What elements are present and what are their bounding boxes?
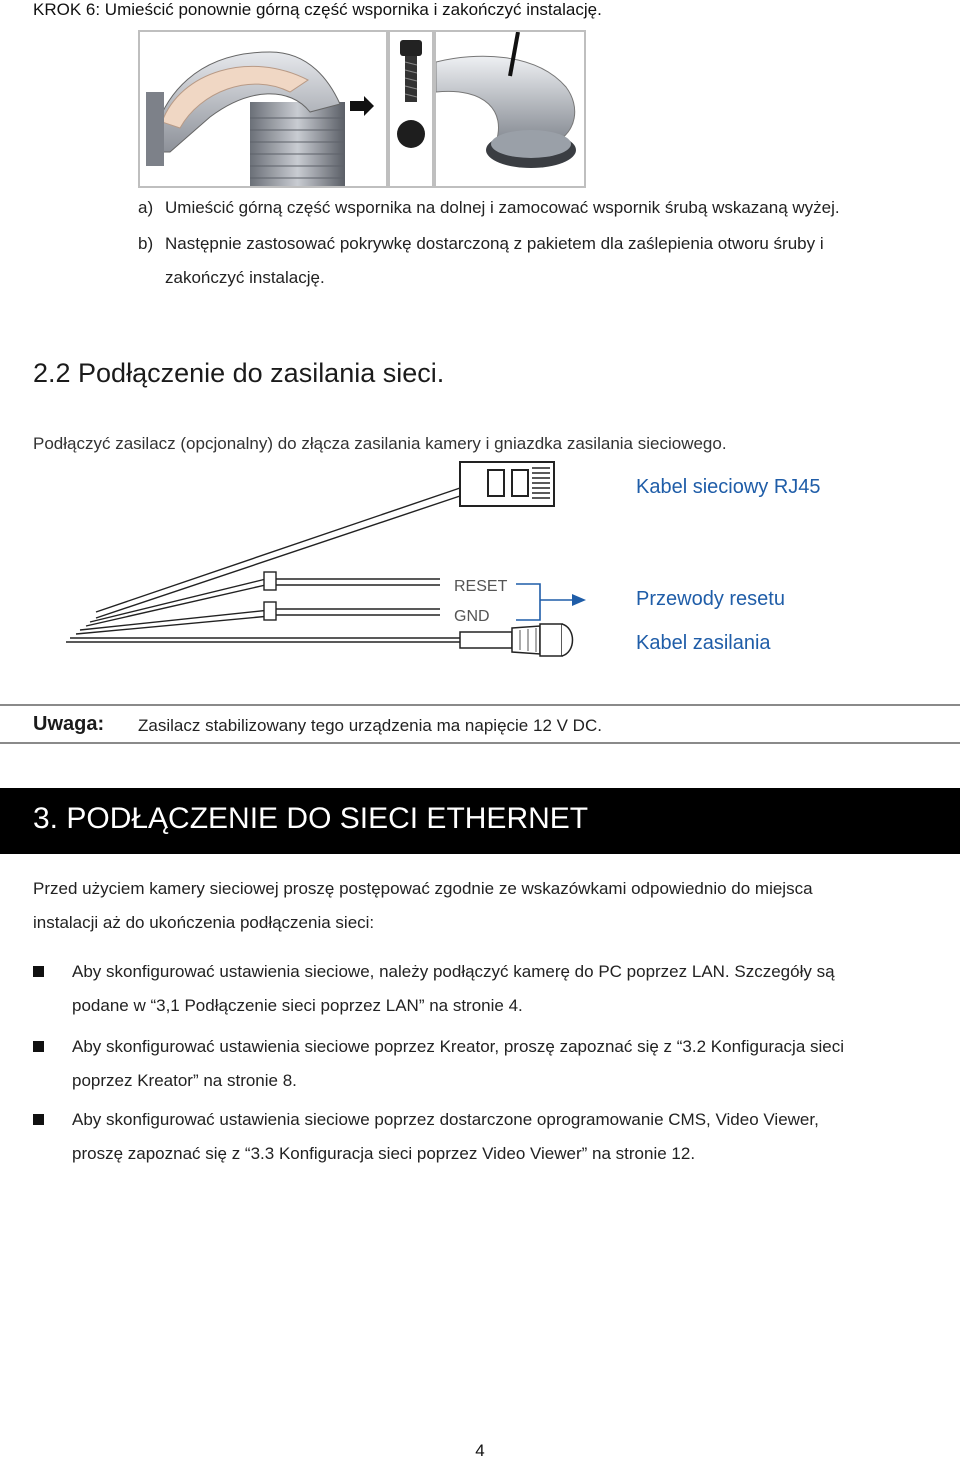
step-list-item-a bbox=[138, 198, 153, 218]
section-intro-line-2: instalacji aż do ukończenia podłączenia sieci: bbox=[33, 913, 375, 932]
bullet-3-line-2: proszę zapoznać się z “3.3 Konfiguracja sieci poprzez Video Viewer” na stronie 12. bbox=[72, 1144, 696, 1163]
bullet-icon bbox=[33, 966, 44, 977]
bullet-2-line-1: Aby skonfigurować ustawienia sieciowe poprzez Kreator, proszę zapoznać się z “3.2 Konfiguracja sieci bbox=[72, 1037, 845, 1056]
step-list-text-b-cont: zakończyć instalację. bbox=[165, 268, 325, 287]
reset-wires-label: Przewody resetu bbox=[636, 588, 785, 610]
wires bbox=[66, 488, 460, 642]
bracket-arrow-icon bbox=[516, 584, 578, 620]
screw-and-cap-illustration bbox=[390, 32, 432, 186]
step-list-text-a: Umieścić górną część wspornika na dolnej i zamocować wspornik śrubą wskazaną wyżej. bbox=[165, 198, 840, 217]
section-heading-2-2: 2.2 Podłączenie do zasilania sieci. bbox=[33, 358, 445, 388]
step-list-text-b: Następnie zastosować pokrywkę dostarczoną z pakietem dla zaślepienia otworu śruby i bbox=[165, 234, 824, 253]
rj45-plug-icon bbox=[460, 462, 554, 506]
bullet-1-line-2: podane w “3,1 Podłączenie sieci poprzez LAN” na stronie 4. bbox=[72, 996, 523, 1015]
bullet-2-line-2: poprzez Kreator” na stronie 8. bbox=[72, 1071, 297, 1090]
rj45-label: Kabel sieciowy RJ45 bbox=[636, 476, 821, 498]
note-text: Zasilacz stabilizowany tego urządzenia ma napięcie 12 V DC. bbox=[138, 716, 602, 735]
arrow-icon bbox=[350, 96, 376, 116]
list-marker: b) bbox=[138, 234, 154, 253]
note-top-rule bbox=[0, 704, 960, 706]
section-intro-line-1: Przed użyciem kamery sieciowej proszę postępować zgodnie ze wskazówkami odpowiednio do miejsca bbox=[33, 879, 813, 898]
bullet-icon bbox=[33, 1041, 44, 1052]
step-list-item-b bbox=[138, 234, 153, 254]
step-title: KROK 6: Umieścić ponownie górną część wspornika i zakończyć instalację. bbox=[33, 0, 602, 19]
bullet-3-line-1: Aby skonfigurować ustawienia sieciowe poprzez dostarczone oprogramowanie CMS, Video Viewer, bbox=[72, 1110, 819, 1129]
list-marker: a) bbox=[138, 198, 154, 217]
photo-screw-cap bbox=[388, 30, 434, 188]
section-heading-3: 3. PODŁĄCZENIE DO SIECI ETHERNET bbox=[33, 802, 589, 835]
gnd-tag: GND bbox=[454, 608, 490, 625]
power-cable-label: Kabel zasilania bbox=[636, 632, 771, 654]
dc-jack-icon bbox=[460, 624, 573, 656]
bullet-1-line-1: Aby skonfigurować ustawienia sieciowe, należy podłączyć kamerę do PC poprzez LAN. Szczegóły są bbox=[72, 962, 835, 981]
reset-tag: RESET bbox=[454, 578, 508, 595]
page-number: 4 bbox=[475, 1441, 485, 1460]
bullet-icon bbox=[33, 1114, 44, 1125]
note-bottom-rule bbox=[0, 742, 960, 744]
bracket-screwdriver-illustration bbox=[436, 32, 584, 186]
note-label: Uwaga: bbox=[33, 713, 105, 735]
section-paragraph-2-2: Podłączyć zasilacz (opcjonalny) do złącza zasilania kamery i gniazdka zasilania sieciowego. bbox=[33, 434, 727, 453]
photo-bracket-screwdriver bbox=[434, 30, 586, 188]
reset-wires bbox=[264, 572, 440, 620]
